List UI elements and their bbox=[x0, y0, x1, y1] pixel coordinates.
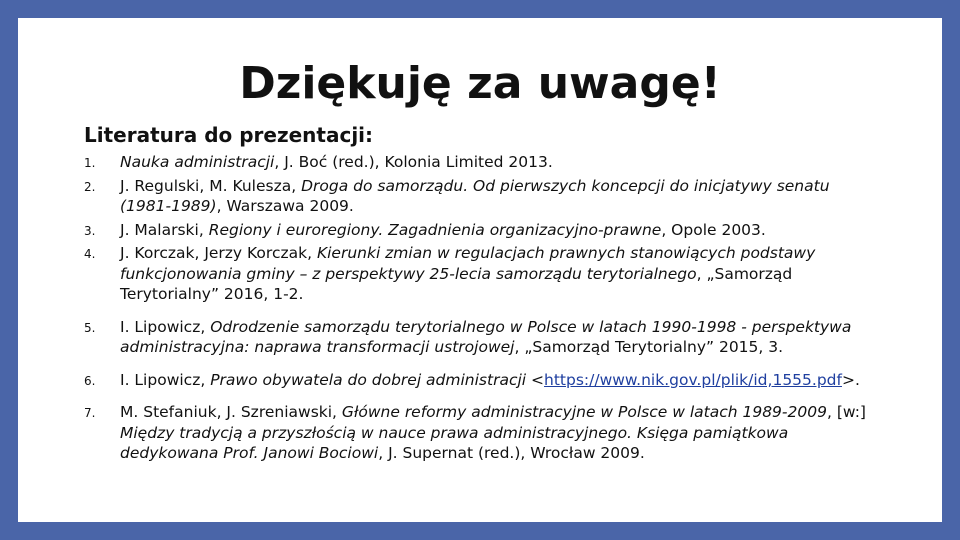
reference-number: 7. bbox=[84, 406, 96, 420]
reference-text: , „Samorząd Terytorialny” 2015, 3. bbox=[514, 338, 784, 356]
reference-title-text: Między tradycją a przyszłością w nauce prawa administracyjnego. Księga pamiątkowa dedykowana Prof. Janowi Bociowi bbox=[120, 423, 789, 462]
reference-text: , [w:] bbox=[826, 403, 866, 421]
reference-number: 5. bbox=[84, 320, 96, 335]
reference-title-text: Odrodzenie samorządu terytorialnego w Polsce w latach 1990-1998 - perspektywa administracyjna: naprawa transformacji ustrojowej bbox=[120, 317, 852, 356]
reference-text: , Warszawa 2009. bbox=[216, 197, 354, 215]
reference-text: , Opole 2003. bbox=[661, 220, 766, 239]
reference-number: 4. bbox=[84, 247, 96, 261]
reference-number: 2. bbox=[84, 179, 96, 194]
reference-text: , „Samorząd Terytorialny” 2016, 1-2. bbox=[120, 264, 793, 303]
reference-text: J. Regulski, M. Kulesza, bbox=[120, 176, 302, 195]
reference-number: 6. bbox=[84, 373, 96, 388]
reference-number: 1. bbox=[84, 156, 96, 170]
section-heading: Literatura do prezentacji: bbox=[84, 123, 374, 147]
reference-title-text: Regiony i euroregiony. Zagadnienia organizacyjno-prawne bbox=[208, 220, 662, 239]
reference-item bbox=[84, 176, 884, 217]
reference-text: >. bbox=[841, 370, 860, 389]
reference-text: I. Lipowicz, bbox=[120, 370, 211, 389]
reference-text: J. Korczak, Jerzy Korczak, bbox=[120, 244, 317, 262]
reference-item bbox=[84, 152, 884, 173]
reference-item bbox=[84, 317, 884, 358]
reference-text: M. Stefaniuk, J. Szreniawski, bbox=[120, 403, 342, 421]
slide-title: Dziękuję za uwagę! bbox=[239, 58, 721, 109]
reference-title-text: Droga do samorządu. Od pierwszych koncepcji do inicjatywy senatu (1981-1989) bbox=[120, 176, 830, 215]
reference-list bbox=[84, 152, 884, 467]
reference-text: J. Malarski, bbox=[120, 220, 209, 239]
reference-title-text: Nauka administracji bbox=[120, 153, 275, 171]
reference-item bbox=[84, 402, 884, 464]
reference-text: , J. Supernat (red.), Wrocław 2009. bbox=[378, 444, 645, 462]
reference-title-text: Główne reformy administracyjne w Polsce w latach 1989-2009 bbox=[341, 403, 827, 421]
reference-number: 3. bbox=[84, 223, 96, 238]
slide bbox=[18, 18, 942, 522]
reference-text: , J. Boć (red.), Kolonia Limited 2013. bbox=[274, 153, 553, 171]
reference-link[interactable]: https://www.nik.gov.pl/plik/id,1555.pdf bbox=[544, 370, 842, 389]
reference-item bbox=[84, 220, 884, 241]
reference-item bbox=[84, 370, 884, 391]
reference-title-text: Prawo obywatela do dobrej administracji bbox=[210, 370, 527, 389]
reference-text: < bbox=[526, 370, 545, 389]
reference-item bbox=[84, 243, 884, 305]
reference-title-text: Kierunki zmian w regulacjach prawnych stanowiących podstawy funkcjonowania gminy – z perspektywy 25-lecia samorządu terytorialnego bbox=[120, 244, 816, 283]
reference-text: I. Lipowicz, bbox=[120, 317, 211, 336]
